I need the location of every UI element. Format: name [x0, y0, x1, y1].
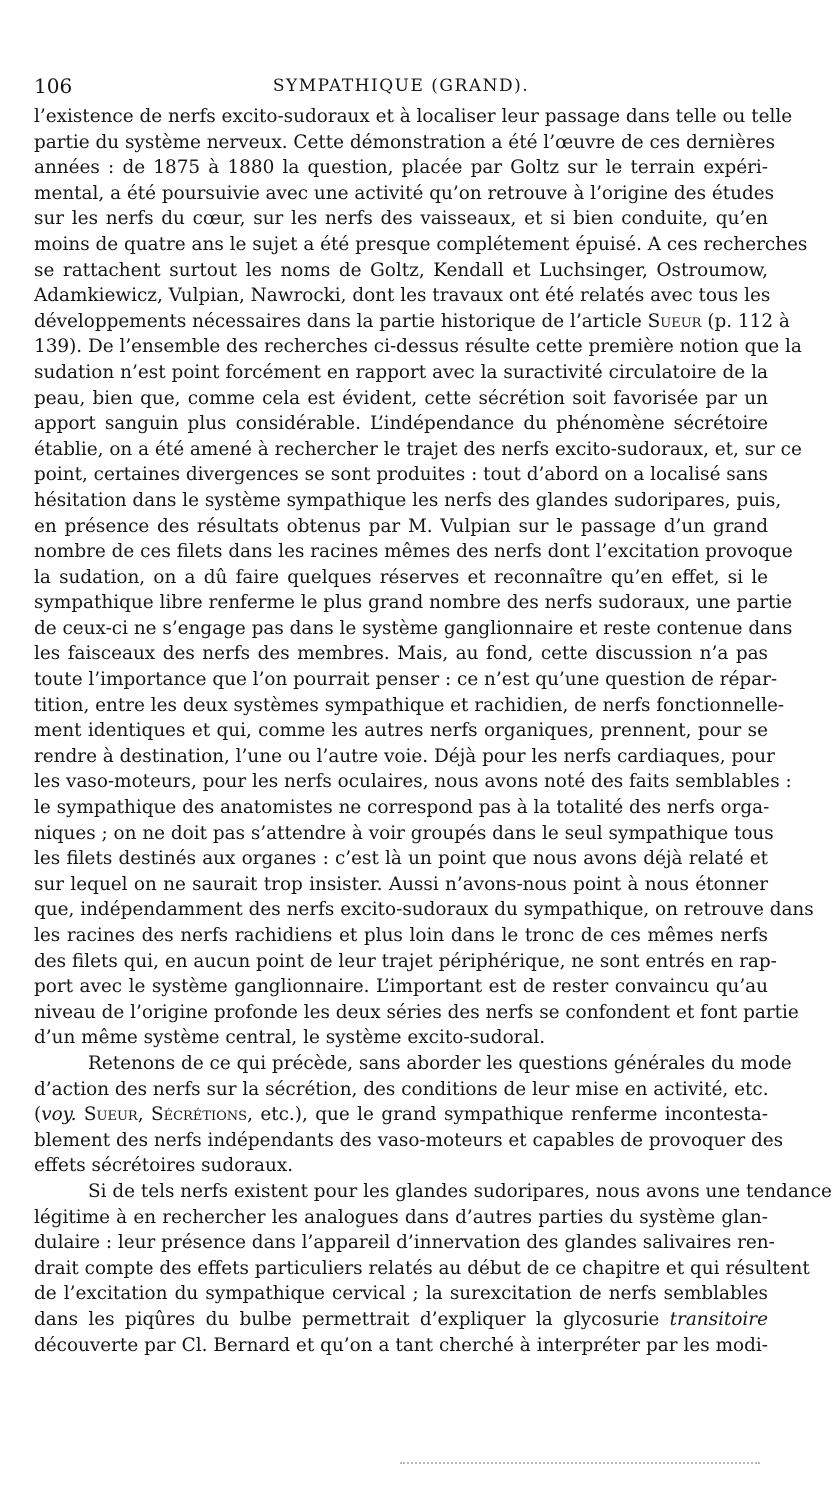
- text-line: niques ; on ne doit pas s’attendre à voir groupés dans le seul sympathique tous: [34, 822, 774, 844]
- text-line: effets sécrétoires sudoraux.: [34, 1155, 294, 1177]
- text-segment: ,: [137, 1104, 151, 1126]
- text-line: les racines des nerfs rachidiens et plus loin dans le tronc de ces mêmes nerfs: [34, 925, 768, 946]
- text-line-with-references: [34, 1102, 768, 1128]
- text-line: des filets qui, en aucun point de leur trajet périphérique, ne sont entrés en rap-: [34, 950, 777, 972]
- text-line: tition, entre les deux systèmes sympathique et rachidien, de nerfs fonctionnelle-: [34, 694, 785, 716]
- text-line: la sudation, on a dû faire quelques réserves et reconnaître qu’en effet, si le: [34, 566, 768, 588]
- text-line: apport sanguin plus considérable. L’indépendance du phénomène sécrétoire: [34, 413, 768, 435]
- page-number: 106: [34, 74, 73, 98]
- article-reference-sueur: Sueur: [83, 1104, 138, 1126]
- text-line: drait compte des effets particuliers relatés au début de ce chapitre et qui résultent: [34, 1257, 810, 1279]
- text-line: 139). De l’ensemble des recherches ci-dessus résulte cette première notion que la: [34, 336, 802, 358]
- text-segment: (: [34, 1104, 42, 1126]
- text-line: établie, on a été amené à rechercher le trajet des nerfs excito-sudoraux, et, sur ce: [34, 438, 802, 460]
- voy-abbreviation: voy.: [41, 1104, 77, 1126]
- bleed-through-marks: [400, 1462, 760, 1470]
- text-line: de l’excitation du sympathique cervical ; la surexcitation de nerfs semblables: [34, 1283, 768, 1305]
- text-line: rendre à destination, l’une ou l’autre voie. Déjà pour les nerfs cardiaques, pour: [34, 745, 775, 767]
- text-line: en présence des résultats obtenus par M. Vulpian sur le passage d’un grand: [34, 515, 768, 537]
- body-text: [34, 104, 832, 1358]
- page-header: [34, 72, 768, 100]
- text-line: partie du système nerveux. Cette démonstration a été l’œuvre de ces dernières: [34, 131, 776, 153]
- page-reference: (p. 112 à: [707, 310, 790, 332]
- text-line: le sympathique des anatomistes ne correspond pas à la totalité des nerfs orga-: [34, 797, 770, 819]
- text-line: de ceux-ci ne s’engage pas dans le système ganglionnaire et reste contenue dans: [34, 617, 793, 639]
- text-line: peau, bien que, comme cela est évident, cette sécrétion soit favorisée par un: [34, 387, 768, 409]
- text-line: l’existence de nerfs excito-sudoraux et à localiser leur passage dans telle ou telle: [34, 106, 793, 127]
- text-line: sur lequel on ne saurait trop insister. Aussi n’avons-nous point à nous étonner: [34, 873, 768, 895]
- text-line: découverte par Cl. Bernard et qu’on a tant cherché à interpréter par les modi-: [34, 1334, 768, 1356]
- text-line: Adamkiewicz, Vulpian, Nawrocki, dont les travaux ont été relatés avec tous les: [34, 285, 771, 307]
- text-line: dulaire : leur présence dans l’appareil d’innervation des glandes salivaires ren-: [34, 1232, 775, 1254]
- text-line: toute l’importance que l’on pourrait penser : ce n’est qu’une question de répar-: [34, 669, 778, 691]
- text-segment: développements nécessaires dans la partie historique de l’article: [34, 310, 642, 332]
- text-line: nombre de ces filets dans les racines mêmes des nerfs dont l’excitation provoque: [34, 541, 793, 563]
- text-line: les vaso-moteurs, pour les nerfs oculaires, nous avons noté des faits semblables :: [34, 771, 792, 793]
- text-line: les faisceaux des nerfs des membres. Mais, au fond, cette discussion n’a pas: [34, 643, 768, 665]
- text-line-with-reference: [34, 309, 790, 335]
- text-line: niveau de l’origine profonde les deux séries des nerfs se confondent et font partie: [34, 1001, 799, 1023]
- text-segment: dans les piqûres du bulbe permettrait d’expliquer la glycosurie: [34, 1308, 660, 1330]
- text-line: mental, a été poursuivie avec une activité qu’on retrouve à l’origine des études: [34, 182, 775, 204]
- article-reference-sueur: Sueur: [647, 310, 702, 332]
- text-segment: , etc.), que le grand sympathique renferme incontesta-: [247, 1104, 768, 1126]
- text-line: sudation n’est point forcément en rapport avec la suractivité circulatoire de la: [34, 361, 768, 383]
- text-line: ment identiques et qui, comme les autres nerfs organiques, prennent, pour se: [34, 720, 768, 742]
- text-line: Retenons de ce qui précède, sans aborder les questions générales du mode: [88, 1052, 792, 1074]
- text-line: d’un même système central, le système excito-sudoral.: [34, 1027, 546, 1049]
- text-line: sur les nerfs du cœur, sur les nerfs des vaisseaux, et si bien conduite, qu’en: [34, 208, 768, 230]
- running-title: SYMPATHIQUE (GRAND).: [272, 76, 530, 96]
- text-line: Si de tels nerfs existent pour les glandes sudoripares, nous avons une tendance: [88, 1180, 832, 1202]
- text-line: blement des nerfs indépendants des vaso-moteurs et capables de provoquer des: [34, 1129, 784, 1151]
- text-line-with-emphasis: [34, 1307, 768, 1333]
- text-line: années : de 1875 à 1880 la question, placée par Goltz sur le terrain expéri-: [34, 157, 768, 179]
- article-reference-secretions: Sécrétions: [151, 1104, 248, 1126]
- text-line: sympathique libre renferme le plus grand nombre des nerfs sudoraux, une partie: [34, 592, 793, 614]
- text-line: que, indépendamment des nerfs excito-sudoraux du sympathique, on retrouve dans: [34, 899, 814, 921]
- text-line: d’action des nerfs sur la sécrétion, des conditions de leur mise en activité, etc.: [34, 1078, 769, 1100]
- text-line: point, certaines divergences se sont produites : tout d’abord on a localisé sans: [34, 464, 768, 486]
- text-line: hésitation dans le système sympathique les nerfs des glandes sudoripares, puis,: [34, 489, 782, 511]
- emphasis-transitoire: transitoire: [669, 1308, 768, 1330]
- text-line: moins de quatre ans le sujet a été presque complétement épuisé. A ces recherches: [34, 233, 808, 255]
- text-line: les filets destinés aux organes : c’est là un point que nous avons déjà relaté et: [34, 848, 768, 870]
- text-line: légitime à en rechercher les analogues dans d’autres parties du système glan-: [34, 1206, 768, 1228]
- text-line: se rattachent surtout les noms de Goltz, Kendall et Luchsinger, Ostroumow,: [34, 259, 768, 281]
- text-line: port avec le système ganglionnaire. L’important est de rester convaincu qu’au: [34, 976, 768, 998]
